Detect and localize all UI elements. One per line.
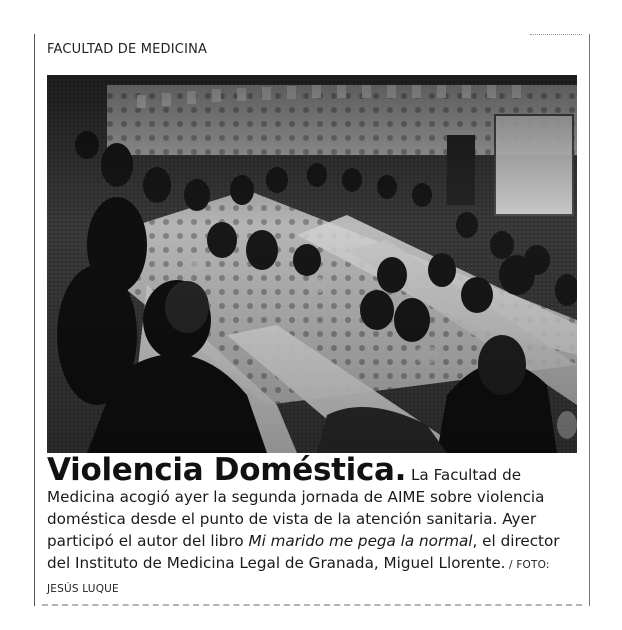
clipping-right-border — [589, 34, 590, 606]
newspaper-clipping — [34, 34, 590, 606]
clipping-top-edge — [530, 34, 582, 35]
caption-book-title: Mi marido me pega la normal — [248, 532, 473, 550]
clipping-left-border — [34, 34, 35, 606]
caption-text-before-title: La Facultad de Medicina acogió ayer la segunda jornada de AIME sobre violencia doméstica desde el punto de vista de la atención sanitaria. Ayer participó el autor del libro — [47, 466, 545, 550]
photo-caption — [47, 452, 581, 600]
lecture-hall-photo — [47, 75, 577, 453]
photo-credit: / FOTO: JESÚS LUQUE — [47, 559, 550, 595]
caption-text-after-title: , el director del Instituto de Medicina Legal de Granada, Miguel Llorente. — [47, 532, 560, 572]
caption-headline: Violencia Doméstica. — [47, 452, 407, 488]
section-label: FACULTAD DE MEDICINA — [47, 42, 208, 57]
clipping-bottom-edge — [42, 604, 582, 606]
